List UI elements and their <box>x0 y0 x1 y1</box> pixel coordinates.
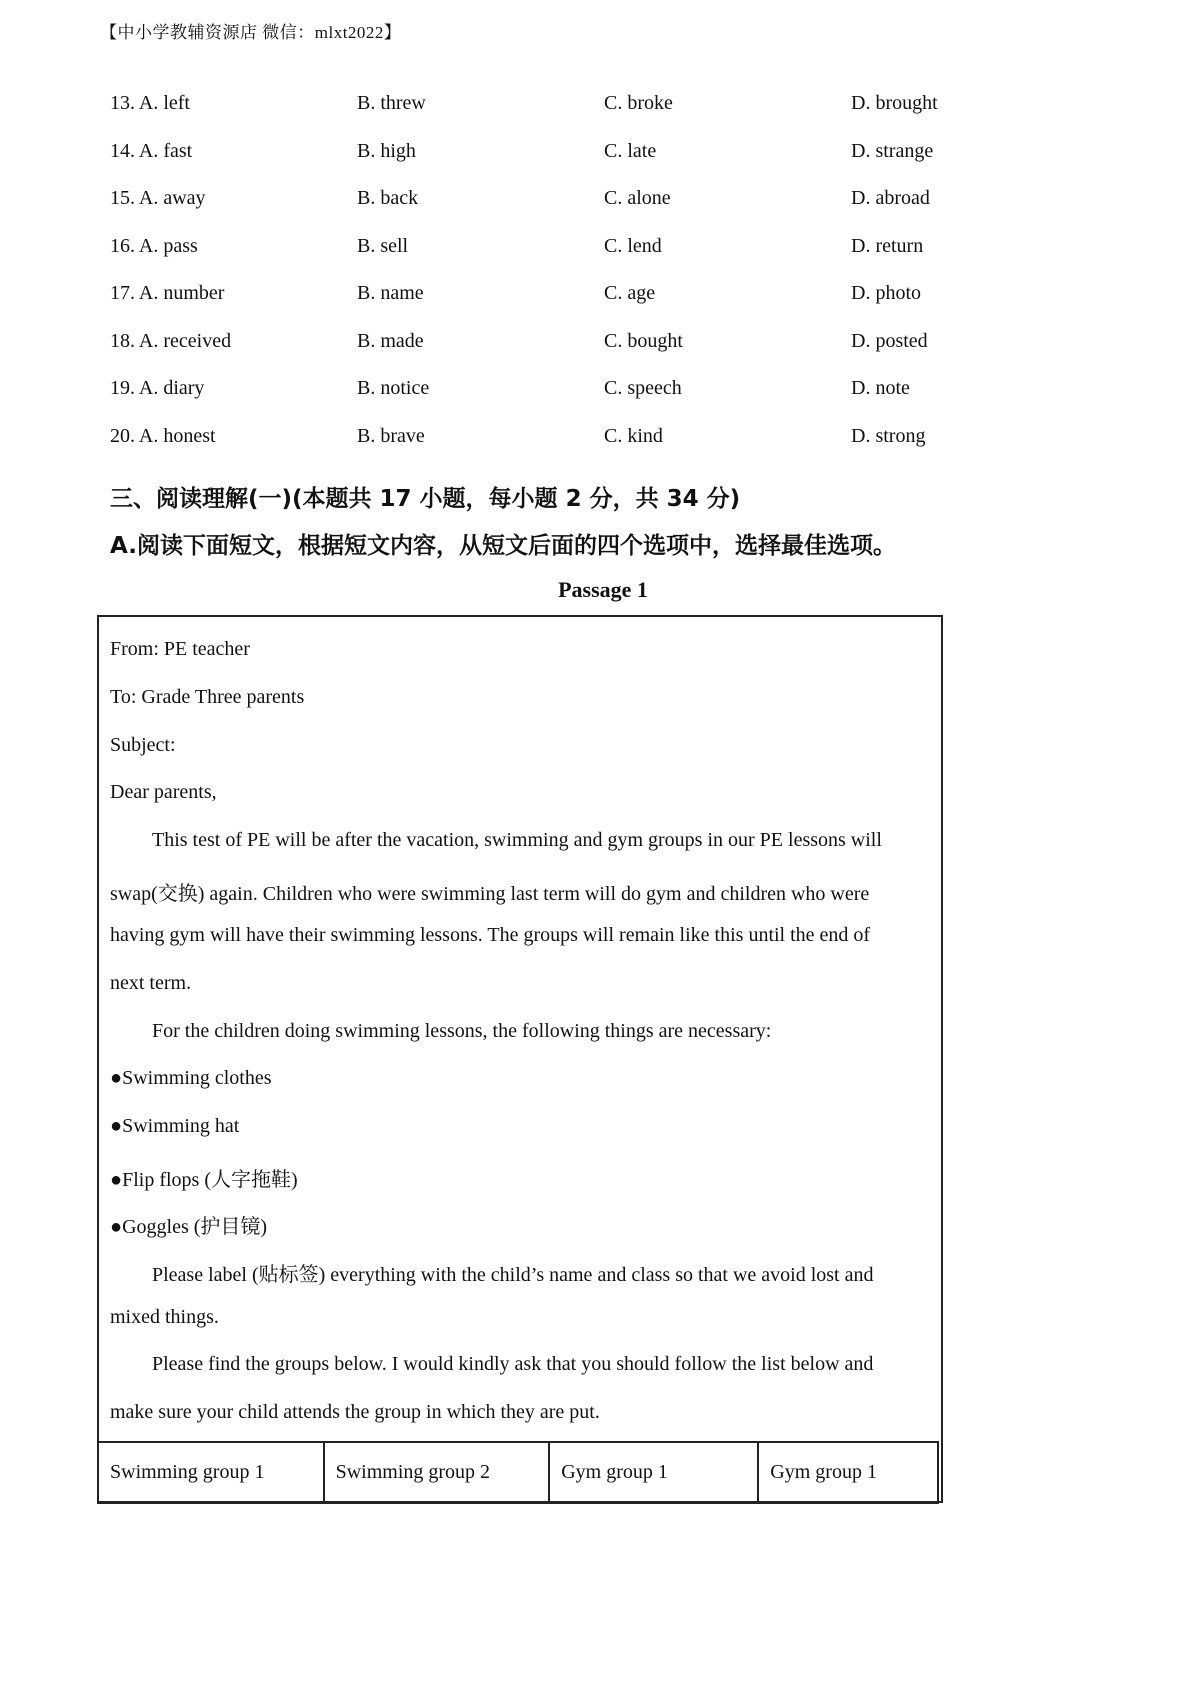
option-d: D. return <box>851 234 924 257</box>
option-d: D. strong <box>851 424 926 447</box>
email-to: To: Grade Three parents <box>110 686 305 708</box>
question-19-row <box>110 377 971 425</box>
group-cell: Swimming group 2 <box>324 1442 550 1503</box>
passage-title: Passage 1 <box>558 577 648 602</box>
paragraph-1-line: next term. <box>110 972 192 994</box>
option-c: C. bought <box>604 329 683 352</box>
answer-options-table <box>110 92 971 472</box>
groups-row <box>98 1442 938 1503</box>
question-14-row <box>110 140 971 188</box>
option-b: B. brave <box>357 424 425 447</box>
option-a: 14. A. fast <box>110 139 193 162</box>
paragraph-2: For the children doing swimming lessons, the following things are necessary: <box>152 1020 772 1042</box>
list-item: ●Swimming clothes <box>110 1067 272 1089</box>
option-a: 18. A. received <box>110 329 232 352</box>
option-d: D. strange <box>851 139 934 162</box>
option-d: D. photo <box>851 282 921 304</box>
email-from: From: PE teacher <box>110 638 250 660</box>
question-18-row <box>110 330 971 378</box>
page-header-watermark: 【中小学教辅资源店 微信：mlxt2022】 <box>100 23 402 42</box>
option-a: 13. A. left <box>110 92 190 114</box>
list-item: ●Swimming hat <box>110 1115 240 1137</box>
paragraph-1-line: This test of PE will be after the vacation, swimming and gym groups in our PE lessons will <box>152 829 882 851</box>
greeting: Dear parents, <box>110 781 217 803</box>
option-d: D. note <box>851 377 910 399</box>
option-c: C. late <box>604 139 657 162</box>
paragraph-4-line: make sure your child attends the group in which they are put. <box>110 1401 600 1423</box>
question-13-row <box>110 92 971 140</box>
paragraph-4-line: Please find the groups below. I would kindly ask that you should follow the list below and <box>152 1353 874 1375</box>
section-instruction: A.阅读下面短文，根据短文内容，从短文后面的四个选项中，选择最佳选项。 <box>110 533 896 559</box>
list-item: ●Flip flops (人字拖鞋) <box>110 1169 298 1191</box>
option-d: D. posted <box>851 329 928 352</box>
question-15-row <box>110 187 971 235</box>
option-c: C. kind <box>604 424 663 447</box>
question-17-row <box>110 282 971 330</box>
option-d: D. abroad <box>851 187 930 209</box>
option-c: C. age <box>604 282 656 304</box>
option-b: B. made <box>357 329 424 352</box>
paragraph-1-line: swap(交换) again. Children who were swimming last term will do gym and children who were <box>110 883 870 905</box>
option-a: 15. A. away <box>110 187 206 209</box>
option-c: C. lend <box>604 234 662 257</box>
option-b: B. high <box>357 139 416 162</box>
option-a: 16. A. pass <box>110 234 198 257</box>
group-cell: Gym group 1 <box>549 1442 758 1503</box>
option-b: B. back <box>357 187 419 209</box>
group-cell: Swimming group 1 <box>98 1442 324 1503</box>
option-a: 19. A. diary <box>110 377 205 399</box>
groups-table <box>97 1441 939 1504</box>
list-item: ●Goggles (护目镜) <box>110 1216 268 1238</box>
group-cell: Gym group 1 <box>758 1442 938 1503</box>
option-b: B. name <box>357 282 424 304</box>
option-b: B. threw <box>357 92 426 114</box>
option-c: C. broke <box>604 92 673 114</box>
passage-box <box>97 615 943 1503</box>
option-c: C. alone <box>604 187 671 209</box>
paragraph-3-line: Please label (贴标签) everything with the child’s name and class so that we avoid lost and <box>152 1264 874 1286</box>
question-16-row <box>110 235 971 283</box>
option-d: D. brought <box>851 92 938 114</box>
paragraph-1-line: having gym will have their swimming lessons. The groups will remain like this until the end of <box>110 924 871 946</box>
option-a: 20. A. honest <box>110 424 216 447</box>
question-20-row <box>110 425 971 473</box>
option-c: C. speech <box>604 377 682 399</box>
option-b: B. sell <box>357 234 409 257</box>
option-a: 17. A. number <box>110 282 225 304</box>
option-b: B. notice <box>357 377 430 399</box>
paragraph-3-line: mixed things. <box>110 1306 219 1328</box>
email-subject: Subject: <box>110 734 176 756</box>
section-title: 三、阅读理解(一)(本题共 17 小题，每小题 2 分，共 34 分) <box>110 486 741 512</box>
